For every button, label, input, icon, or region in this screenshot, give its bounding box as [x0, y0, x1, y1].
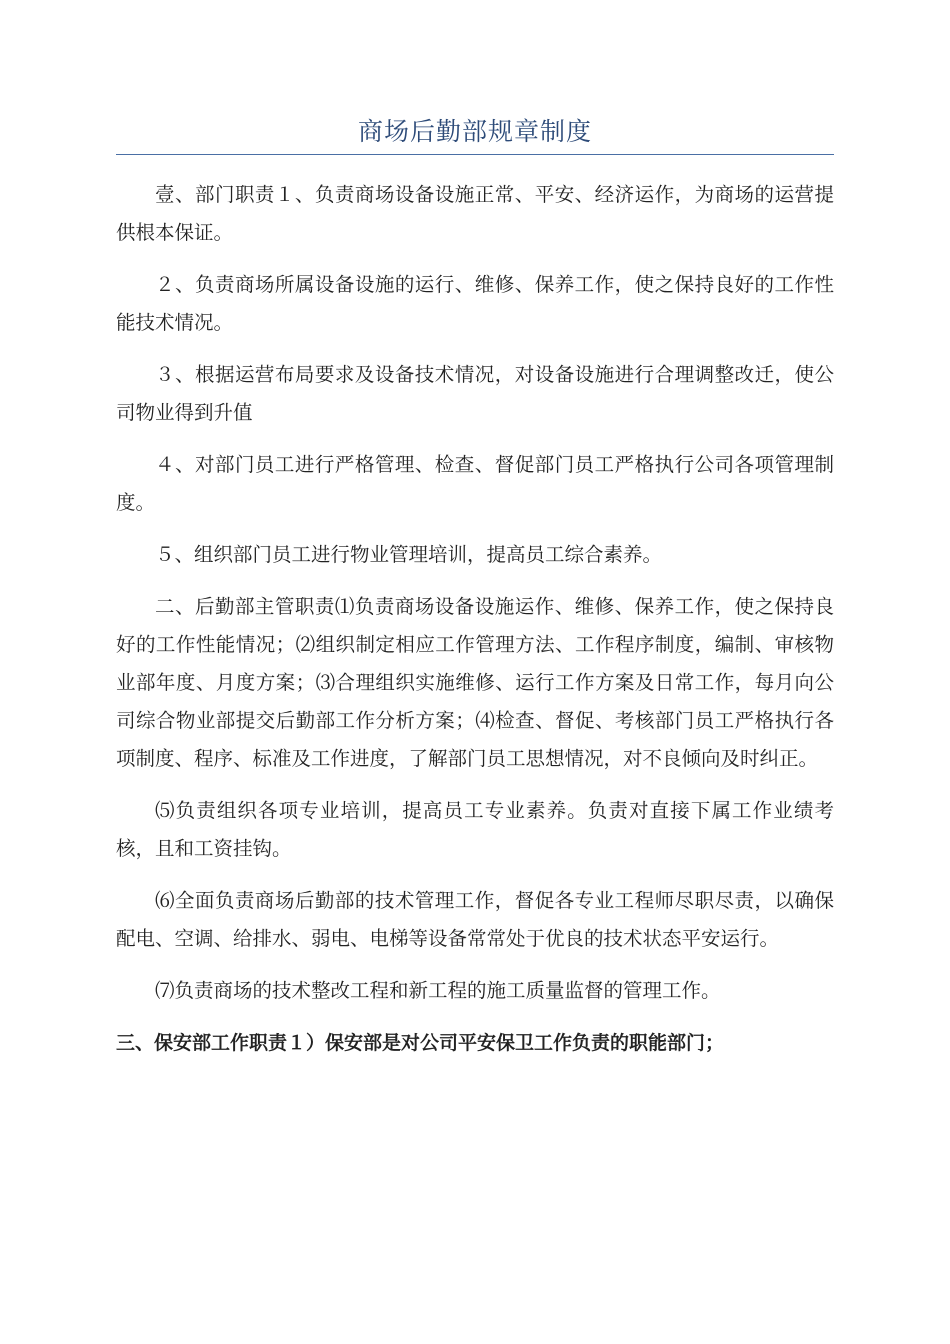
paragraph-duty-5: ５、组织部门员工进行物业管理培训，提高员工综合素养。	[155, 543, 663, 566]
document-body	[116, 176, 834, 1076]
paragraph-supervisor-duty-7: ⑺负责商场的技术整改工程和新工程的施工质量监督的管理工作。	[155, 979, 721, 1002]
title-underline	[116, 154, 834, 155]
paragraph-duty-3: ３、根据运营布局要求及设备技术情况，对设备设施进行合理调整改迁，使公司物业得到升值	[116, 363, 834, 424]
paragraph-duty-4: ４、对部门员工进行严格管理、检查、督促部门员工严格执行公司各项管理制度。	[116, 453, 834, 514]
paragraph-supervisor-duty-5: ⑸负责组织各项专业培训，提高员工专业素养。负责对直接下属工作业绩考核，且和工资挂钩。	[116, 799, 834, 860]
paragraph-supervisor-duties: 二、后勤部主管职责⑴负责商场设备设施运作、维修、保养工作，使之保持良好的工作性能情况；⑵组织制定相应工作管理方法、工作程序制度，编制、审核物业部年度、月度方案；⑶合理组织实施维修、运行工作方案及日常工作，每月向公司综合物业部提交后勤部工作分析方案；⑷检查、督促、考核部门员工严格执行各项制度、程序、标准及工作进度，了解部门员工思想情况，对不良倾向及时纠正。	[116, 595, 834, 770]
document-title: 商场后勤部规章制度	[357, 117, 592, 146]
paragraph-supervisor-duty-6: ⑹全面负责商场后勤部的技术管理工作，督促各专业工程师尽职尽责，以确保配电、空调、给排水、弱电、电梯等设备常常处于优良的技术状态平安运行。	[116, 889, 834, 950]
paragraph-department-duties: 壹、部门职责１、负责商场设备设施正常、平安、经济运作，为商场的运营提供根本保证。	[116, 183, 834, 244]
paragraph-duty-2: ２、负责商场所属设备设施的运行、维修、保养工作，使之保持良好的工作性能技术情况。	[116, 273, 834, 334]
section-three-heading: 三、保安部工作职责１）保安部是对公司平安保卫工作负责的职能部门；	[116, 1032, 725, 1054]
